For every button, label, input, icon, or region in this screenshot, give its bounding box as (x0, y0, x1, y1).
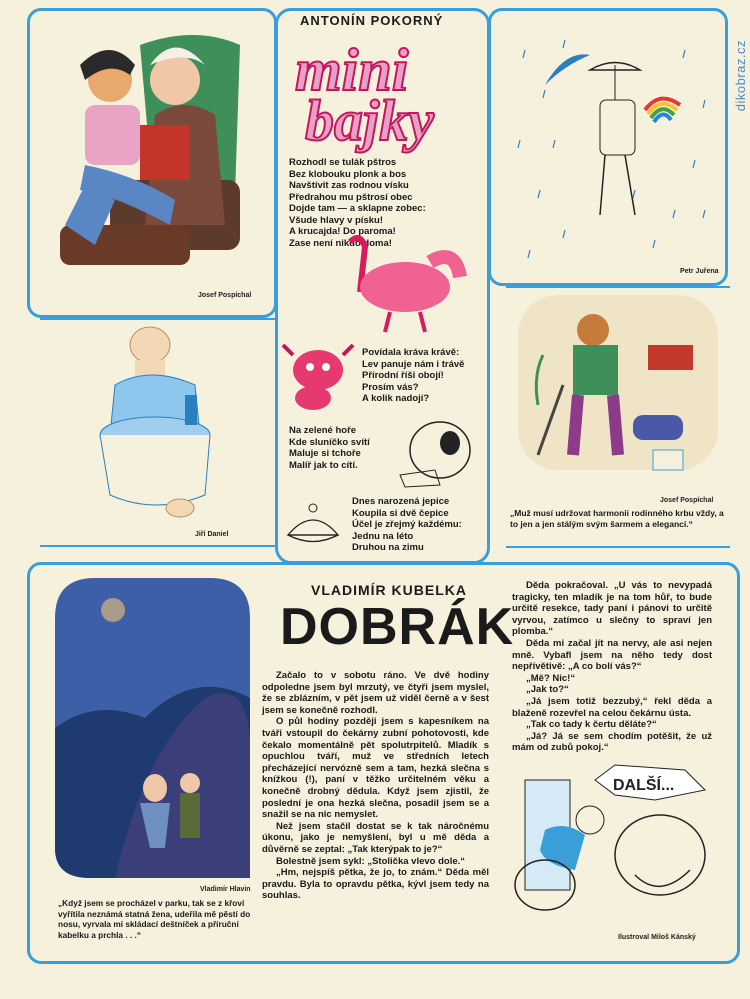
poem-line: Druhou na zimu (352, 542, 424, 553)
poem-line: Kde sluníčko svítí (289, 436, 370, 448)
paragraph: Bolestně jsem sykl: „Stolička vlevo dole.“ (276, 855, 466, 867)
poem-line: Dnes narozená jepice (352, 496, 450, 507)
poem-cow (362, 347, 464, 405)
poem-line: Prosím vás? (362, 381, 419, 393)
vacuum-man-illustration (518, 295, 718, 470)
speech-bubble-text: DALŠÍ... (613, 777, 675, 794)
table-man-illustration (85, 325, 245, 525)
poem-line: A kolik nadojí? (362, 393, 430, 404)
poem-mayfly (352, 496, 462, 554)
poem-line: Lev panuje nám i trávě (362, 358, 465, 370)
sofa-couple-illustration (55, 25, 245, 280)
poem-line: Navštívit zas rodnou vísku (289, 180, 409, 191)
poem-line: Dojde tam — a sklapne zobec: (289, 203, 426, 214)
paragraph: „Jak to?“ (526, 684, 569, 696)
paragraph: Děda pokračoval. „U vás to nevypadá tragicky, ten mladík je na tom hůř, to bude určitě resekce, tady paní i pánovi to určitě vyrvou, zatímco u slečny to spraví jen plomba.“ (512, 580, 712, 638)
poem-line: Jednu na léto (352, 530, 414, 542)
poem-line: Předrahou mu pštrosí obec (289, 191, 413, 203)
paragraph: „Já jsem totiž bezzubý,“ řekl děda a blaženě rozevřel na celou čekárnu ústa. (512, 695, 712, 719)
poem-line: Zase není nikdo doma! (289, 237, 392, 249)
logo-bajky: bajky (305, 88, 434, 153)
paragraph: O půl hodiny později jsem s kapesníkem na tváři vstoupil do čekárny zubní pohotovosti, kde čekalo momentálně pět spolutrpitelů. Mladík s opuchlou tváří, muž ve středních letech přecházející nervózně sem a tam, hezká slečna s knížkou (!), paní v těžko určitelném věku a konečně drobný dědula. Když jsem zjistil, že poslední je ona hezká slečna, posadil jsem se a snažil se na nic nemyslet. (262, 716, 489, 821)
watermark: dikobraz.cz (733, 40, 748, 112)
story-column-2 (512, 580, 712, 754)
credit-daniel: Jiří Daniel (195, 531, 229, 538)
poem-line: Maluje si tchoře (289, 448, 361, 459)
paragraph: Začalo to v sobotu ráno. Ve dvě hodiny odpoledne jsem byl mrzutý, ve čtyři jsem myslel, že se zblázním, v pět jsem už viděl černě a v šest jsem se konečně rozhodl. (262, 670, 489, 716)
credit-hlavin: Vladimír Hlavin (200, 886, 251, 893)
caption-park: „Když jsem se procházel v parku, tak se z křoví vyřítila neznámá statná žena, udeřila mě pěstí do nosu, vyrvala mi skládací deštníček a příruční kabelku a prchla . . .“ (58, 898, 251, 940)
author-pokorny: ANTONÍN POKORNÝ (300, 13, 444, 28)
poem-line: Na zelené hoře (289, 425, 357, 436)
night-park-illustration (55, 578, 250, 878)
credit-pospichal-1: Josef Pospíchal (198, 292, 252, 299)
poem-line: Povídala kráva krávě: (362, 347, 460, 358)
ostrich-illustration (335, 232, 465, 337)
credit-pospichal-2: Josef Pospíchal (660, 497, 714, 504)
poem-line: Malíř jak to cítí. (289, 459, 358, 471)
poem-line: Koupila si dvě čepice (352, 507, 449, 519)
paragraph: Než jsem stačil dostat se k tak náročnému úkonu, jako je nemyšlení, byl u mě děda a důvěrně se zeptal: „Tak kterýpak to je?“ (262, 820, 489, 855)
caption-harmony: „Muž musí udržovat harmonii rodinného krbu vždy, a to jen a jen stálým svým šarmem a elegancí.“ (510, 508, 724, 529)
painter-illustration (395, 415, 475, 490)
logo-mini: mini (295, 37, 409, 103)
poem-line: Bez klobouku plonk a bos (289, 168, 407, 180)
divider-right (506, 286, 730, 288)
minibajky-logo (285, 35, 485, 153)
dentist-waiting-illustration (505, 760, 720, 930)
mayfly-illustration (283, 500, 343, 550)
story-column-1 (262, 670, 489, 902)
paragraph: „Já? Já se sem chodím potěšit, že už mám od zubů pokoj.“ (512, 730, 712, 754)
cow-illustration (283, 340, 358, 415)
credit-kansky: Ilustroval Miloš Kánský (618, 934, 696, 941)
paragraph: Děda mi začal jít na nervy, ale asi nejen mně. Vybafl jsem na něho tedy dost nepřívětivě: „A co bolí vás?“ (512, 637, 712, 673)
story-title: DOBRÁK (280, 598, 515, 656)
paragraph: „Mě? Nic!“ (526, 672, 576, 684)
author-kubelka: VLADIMÍR KUBELKA (311, 582, 467, 598)
poem-line: Rozhodl se tulák pštros (289, 157, 397, 168)
poem-painter (289, 425, 370, 471)
divider-left (40, 318, 275, 320)
divider-left-bottom (40, 545, 275, 547)
divider-right-bottom (506, 546, 730, 548)
poem-line: Všude hlavy v písku! (289, 214, 383, 226)
credit-jurena: Petr Juřena (680, 268, 719, 275)
poem-line: A krucajda! Do paroma! (289, 226, 396, 237)
rain-umbrella-illustration (505, 30, 720, 265)
poem-line: Přírodní říši obojí! (362, 370, 444, 381)
poem-line: Účel je zřejmý každému: (352, 519, 462, 530)
paragraph: „Tak co tady k čertu děláte?“ (526, 719, 657, 731)
paragraph: „Hm, nejspíš pětka, že jo, to znám.“ Děda měl pravdu. Byla to opravdu pětka, kývl jsem tedy na souhlas. (262, 867, 489, 902)
